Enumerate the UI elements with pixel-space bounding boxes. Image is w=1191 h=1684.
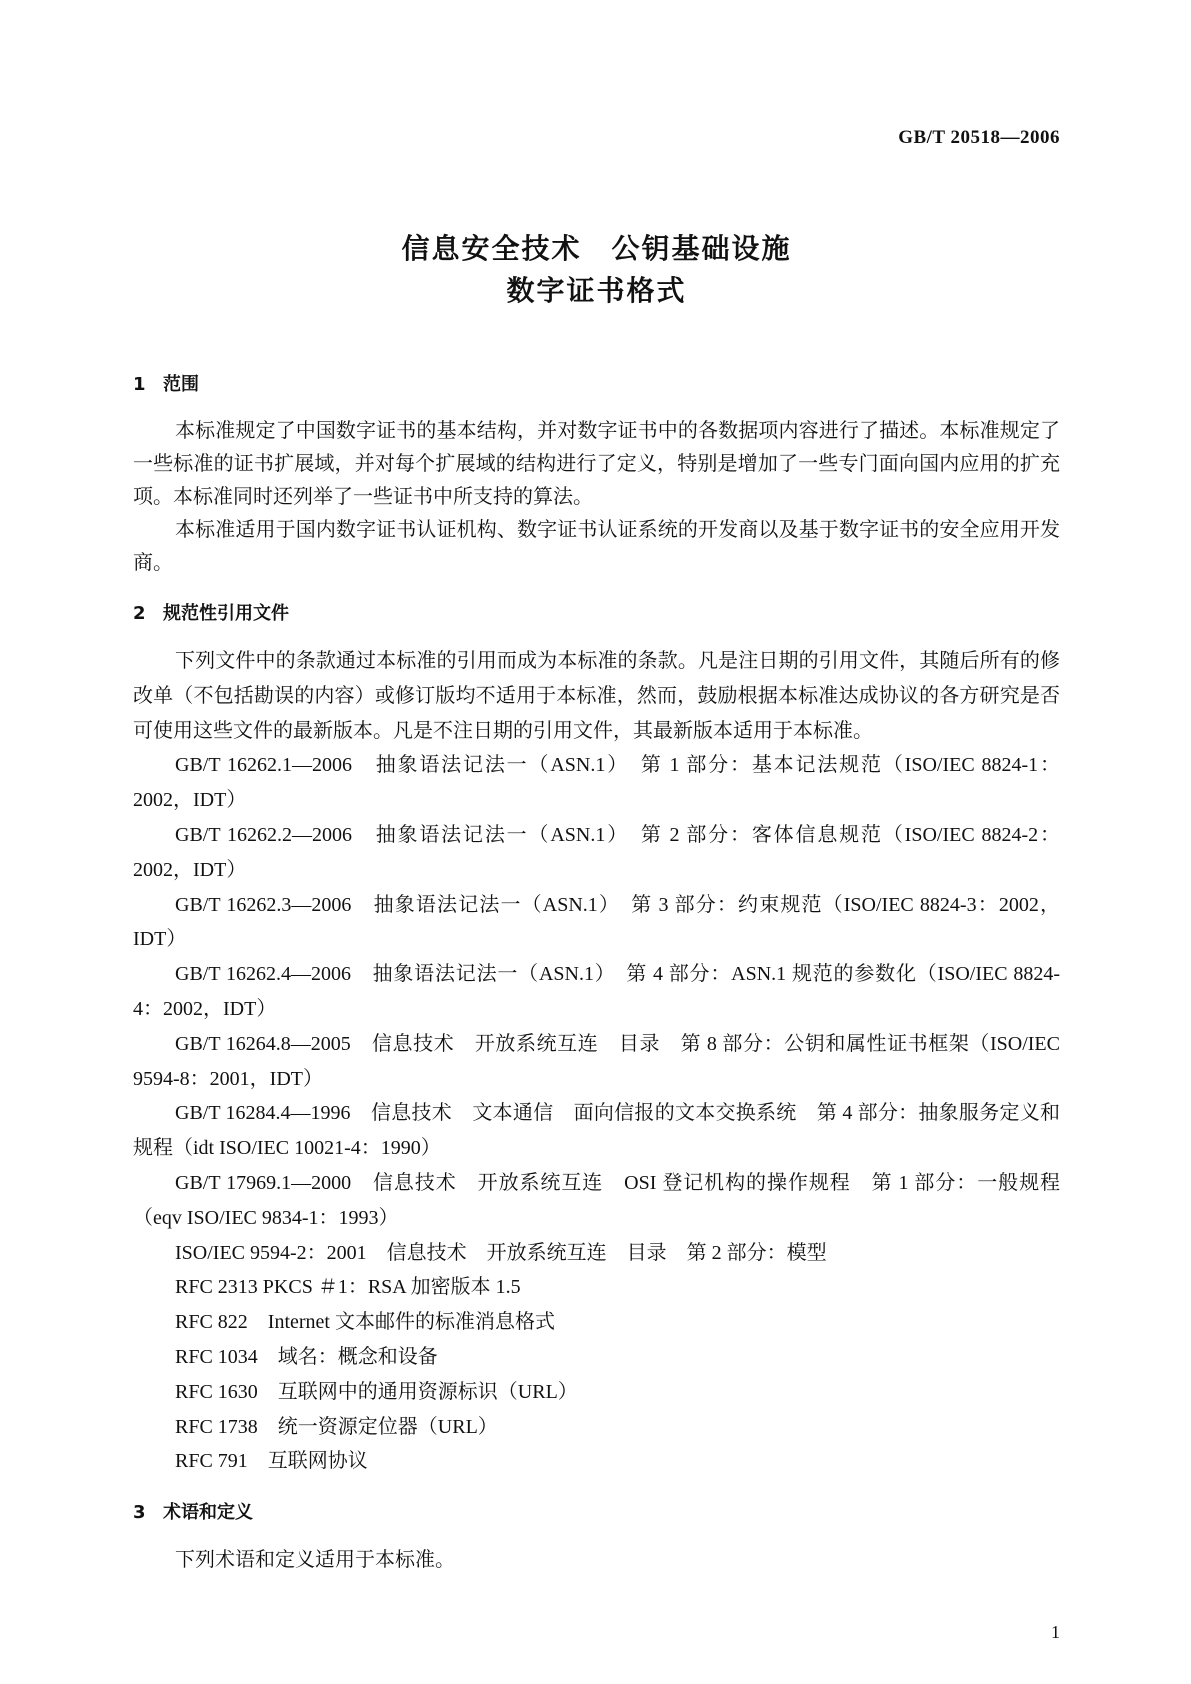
section-title: 范围	[163, 374, 199, 395]
reference-item: RFC 1034 域名：概念和设备	[175, 1345, 438, 1368]
reference-item: ISO/IEC 9594-2：2001 信息技术 开放系统互连 目录 第 2 部分：模型	[175, 1241, 827, 1264]
section-3-body	[133, 1543, 1060, 1577]
reference-item: GB/T 16262.3—2006 抽象语法记法一（ASN.1） 第 3 部分：约束规范（ISO/IEC 8824-3：2002，IDT）	[133, 893, 1060, 951]
section-title: 规范性引用文件	[163, 603, 289, 624]
section-number: 1	[133, 374, 146, 395]
section-number: 2	[133, 603, 146, 624]
section-heading-2	[133, 597, 1060, 631]
reference-item: GB/T 17969.1—2000 信息技术 开放系统互连 OSI 登记机构的操作规程 第 1 部分：一般规程（eqv ISO/IEC 9834-1：1993）	[133, 1171, 1060, 1229]
document-content	[133, 368, 1060, 1594]
reference-item: RFC 2313 PKCS ＃1：RSA 加密版本 1.5	[175, 1276, 521, 1299]
page-number: 1	[1051, 1622, 1060, 1642]
section-number: 3	[133, 1502, 146, 1524]
paragraph: 本标准规定了中国数字证书的基本结构，并对数字证书中的各数据项内容进行了描述。本标准规定了一些标准的证书扩展域，并对每个扩展域的结构进行了定义，特别是增加了一些专门面向国内应用的扩充项。本标准同时还列举了一些证书中所支持的算法。	[133, 420, 1060, 508]
paragraph: 下列文件中的条款通过本标准的引用而成为本标准的条款。凡是注日期的引用文件，其随后所有的修改单（不包括勘误的内容）或修订版均不适用于本标准，然而，鼓励根据本标准达成协议的各方研究是否可使用这些文件的最新版本。凡是不注日期的引用文件，其最新版本适用于本标准。	[133, 650, 1060, 742]
paragraph: 下列术语和定义适用于本标准。	[175, 1549, 455, 1572]
reference-item: GB/T 16284.4—1996 信息技术 文本通信 面向信报的文本交换系统 第 4 部分：抽象服务定义和规程（idt ISO/IEC 10021-4：1990）	[133, 1102, 1060, 1160]
reference-item: RFC 1738 统一资源定位器（URL）	[175, 1415, 498, 1438]
standard-code: GB/T 20518—2006	[898, 127, 1060, 148]
reference-item: RFC 1630 互联网中的通用资源标识（URL）	[175, 1380, 578, 1403]
section-2-body	[133, 644, 1060, 1479]
reference-item: GB/T 16264.8—2005 信息技术 开放系统互连 目录 第 8 部分：公钥和属性证书框架（ISO/IEC 9594-8：2001，IDT）	[133, 1032, 1060, 1090]
page-title-line1: 信息安全技术 公钥基础设施	[401, 232, 792, 265]
section-heading-3	[133, 1496, 1060, 1530]
reference-item: RFC 791 互联网协议	[175, 1450, 368, 1473]
section-title: 术语和定义	[163, 1502, 253, 1524]
section-heading-1	[133, 368, 1060, 402]
paragraph: 本标准适用于国内数字证书认证机构、数字证书认证系统的开发商以及基于数字证书的安全应用开发商。	[133, 519, 1060, 574]
reference-item: GB/T 16262.1—2006 抽象语法记法一（ASN.1） 第 1 部分：基本记法规范（ISO/IEC 8824-1：2002，IDT）	[133, 754, 1060, 812]
reference-item: GB/T 16262.4—2006 抽象语法记法一（ASN.1） 第 4 部分：ASN.1 规范的参数化（ISO/IEC 8824-4：2002，IDT）	[133, 963, 1060, 1020]
page-title-line2: 数字证书格式	[506, 274, 687, 307]
section-1-body	[133, 415, 1060, 580]
reference-item: GB/T 16262.2—2006 抽象语法记法一（ASN.1） 第 2 部分：客体信息规范（ISO/IEC 8824-2：2002，IDT）	[133, 823, 1060, 881]
reference-item: RFC 822 Internet 文本邮件的标准消息格式	[175, 1311, 555, 1334]
